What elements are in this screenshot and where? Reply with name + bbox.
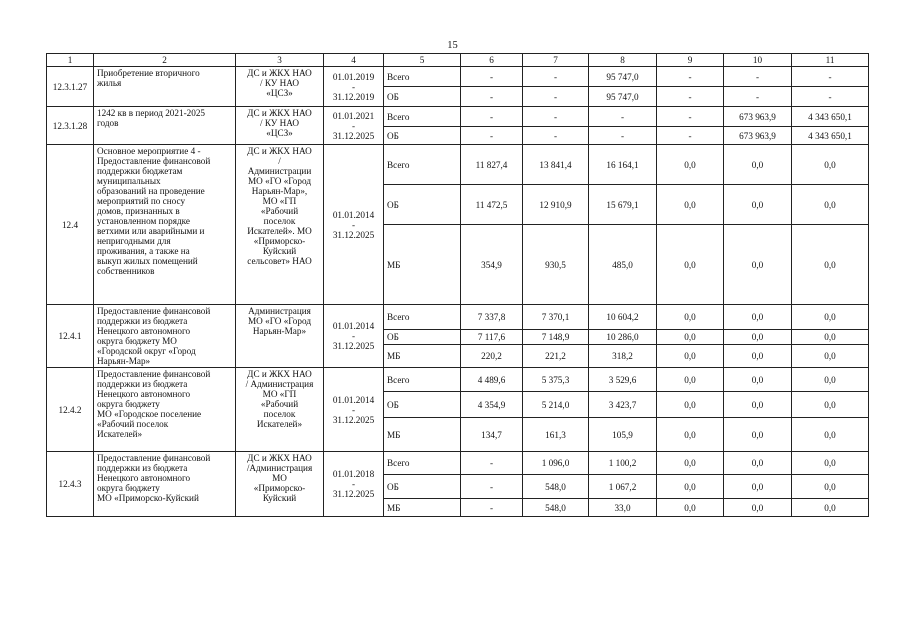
item-period xyxy=(324,145,384,305)
item-period xyxy=(324,305,384,368)
item-code: 12.4 xyxy=(47,145,94,305)
amount-cell: - xyxy=(724,67,792,87)
table-row xyxy=(47,452,869,475)
cell-text-line: 01.01.2019 xyxy=(332,71,375,82)
amount-cell: 7 117,6 xyxy=(461,330,523,345)
amount-cell: 0,0 xyxy=(724,345,792,368)
cell-text-line: Администрация xyxy=(248,306,311,316)
item-name xyxy=(94,368,236,452)
amount-cell: 0,0 xyxy=(724,185,792,225)
amount-cell: 0,0 xyxy=(657,305,724,330)
amount-cell: 548,0 xyxy=(523,499,589,517)
amount-cell: 3 529,6 xyxy=(589,368,657,392)
cell-text-line: жилья xyxy=(97,78,122,88)
funding-source: ОБ xyxy=(384,87,461,107)
amount-cell: - xyxy=(523,107,589,127)
amount-cell: - xyxy=(461,87,523,107)
amount-cell: 0,0 xyxy=(657,185,724,225)
cell-text-line: Предоставление финансовой xyxy=(97,453,211,463)
item-name xyxy=(94,452,236,517)
cell-text-line: 31.12.2019 xyxy=(332,91,375,102)
cell-text-line: ДС и ЖКХ НАО xyxy=(247,453,312,463)
amount-cell: 0,0 xyxy=(724,305,792,330)
funding-source: ОБ xyxy=(384,475,461,499)
item-executor xyxy=(236,305,324,368)
cell-text-line: Ненецкого автономного xyxy=(97,389,191,399)
amount-cell: - xyxy=(461,452,523,475)
amount-cell: 0,0 xyxy=(657,225,724,305)
cell-text-line: ветхими или аварийными и xyxy=(97,226,205,236)
cell-text-line: Приобретение вторичного xyxy=(97,68,200,78)
amount-cell: 0,0 xyxy=(792,345,869,368)
cell-text-line: 31.12.2025 xyxy=(332,341,375,351)
amount-cell: - xyxy=(461,499,523,517)
cell-text-line: ДС и ЖКХ НАО xyxy=(247,68,312,78)
funding-source: Всего xyxy=(384,305,461,330)
amount-cell: - xyxy=(724,87,792,107)
amount-cell: 0,0 xyxy=(724,418,792,452)
funding-source: ОБ xyxy=(384,127,461,145)
cell-text-line: /Администрация xyxy=(246,463,313,473)
column-header: 3 xyxy=(236,54,324,67)
item-code: 12.4.2 xyxy=(47,368,94,452)
cell-text-line: 01.01.2014 xyxy=(332,321,375,331)
item-executor xyxy=(236,107,324,145)
column-number-row xyxy=(47,54,869,67)
amount-cell: 33,0 xyxy=(589,499,657,517)
item-period xyxy=(324,67,384,107)
funding-source: Всего xyxy=(384,67,461,87)
cell-text-line: - xyxy=(351,81,356,92)
column-header: 11 xyxy=(792,54,869,67)
column-header: 7 xyxy=(523,54,589,67)
amount-cell: - xyxy=(461,107,523,127)
amount-cell: 0,0 xyxy=(724,499,792,517)
amount-cell: - xyxy=(792,67,869,87)
amount-cell: 0,0 xyxy=(792,225,869,305)
item-name xyxy=(94,305,236,368)
item-period xyxy=(324,368,384,452)
cell-text-line: собственников xyxy=(97,266,155,276)
amount-cell: 13 841,4 xyxy=(523,145,589,185)
amount-cell: 11 472,5 xyxy=(461,185,523,225)
cell-text-line: - xyxy=(351,120,356,131)
table-row xyxy=(47,305,869,330)
amount-cell: 105,9 xyxy=(589,418,657,452)
cell-text-line: «Рабочий xyxy=(260,206,299,216)
amount-cell: - xyxy=(461,127,523,145)
funding-source: МБ xyxy=(384,345,461,368)
amount-cell: - xyxy=(461,475,523,499)
amount-cell: - xyxy=(461,67,523,87)
item-code: 12.4.1 xyxy=(47,305,94,368)
item-period xyxy=(324,452,384,517)
cell-text-line: поддержки из бюджета xyxy=(97,463,188,473)
item-period xyxy=(324,107,384,145)
cell-text-line: 01.01.2014 xyxy=(332,209,375,220)
amount-cell: - xyxy=(523,67,589,87)
column-header: 6 xyxy=(461,54,523,67)
cell-text-line: поддержки из бюджета xyxy=(97,379,188,389)
table-body xyxy=(47,67,869,517)
amount-cell: 95 747,0 xyxy=(589,87,657,107)
cell-text-line: ДС и ЖКХ НАО xyxy=(247,146,312,156)
amount-cell: 5 375,3 xyxy=(523,368,589,392)
amount-cell: 7 370,1 xyxy=(523,305,589,330)
cell-text-line: образований на проведение xyxy=(97,186,205,196)
amount-cell: 4 343 650,1 xyxy=(792,107,869,127)
cell-text-line: «ЦСЗ» xyxy=(266,128,293,138)
amount-cell: 0,0 xyxy=(792,475,869,499)
column-header: 4 xyxy=(324,54,384,67)
amount-cell: 0,0 xyxy=(792,305,869,330)
amount-cell: 673 963,9 xyxy=(724,127,792,145)
cell-text-line: 31.12.2025 xyxy=(332,229,375,240)
amount-cell: 4 354,9 xyxy=(461,392,523,418)
cell-text-line: / xyxy=(278,156,281,166)
amount-cell: - xyxy=(589,127,657,145)
funding-source: Всего xyxy=(384,145,461,185)
cell-text-line: / Администрация xyxy=(245,379,314,389)
funding-source: Всего xyxy=(384,452,461,475)
cell-text-line: - xyxy=(351,219,356,230)
amount-cell: 0,0 xyxy=(792,330,869,345)
cell-text-line: Предоставление финансовой xyxy=(97,306,211,316)
cell-text-line: ДС и ЖКХ НАО xyxy=(247,369,312,379)
cell-text-line: МО «ГП xyxy=(262,389,297,399)
cell-text-line: выкуп жилых помещений xyxy=(97,256,198,266)
cell-text-line: непригодными для xyxy=(97,236,171,246)
amount-cell: 10 604,2 xyxy=(589,305,657,330)
amount-cell: 548,0 xyxy=(523,475,589,499)
item-name xyxy=(94,67,236,107)
cell-text-line: ДС и ЖКХ НАО xyxy=(247,108,312,118)
cell-text-line: МО «ГО «Город xyxy=(248,316,311,326)
amount-cell: 7 337,8 xyxy=(461,305,523,330)
funding-source: Всего xyxy=(384,368,461,392)
amount-cell: 1 096,0 xyxy=(523,452,589,475)
cell-text-line: округа бюджету МО xyxy=(97,336,177,346)
amount-cell: - xyxy=(657,67,724,87)
amount-cell: - xyxy=(657,87,724,107)
amount-cell: 7 148,9 xyxy=(523,330,589,345)
cell-text-line: / КУ НАО xyxy=(259,118,300,128)
item-code: 12.3.1.27 xyxy=(47,67,94,107)
cell-text-line: Искателей». МО xyxy=(247,226,312,236)
amount-cell: 95 747,0 xyxy=(589,67,657,87)
amount-cell: 0,0 xyxy=(724,225,792,305)
column-header: 1 xyxy=(47,54,94,67)
funding-source: МБ xyxy=(384,418,461,452)
cell-text-line: Куйский xyxy=(262,493,297,503)
cell-text-line: поселок xyxy=(263,216,296,226)
amount-cell: 0,0 xyxy=(792,499,869,517)
cell-text-line: Искателей» xyxy=(97,429,143,439)
cell-text-line: 01.01.2018 xyxy=(332,469,375,479)
cell-text-line: 1242 кв в период 2021-2025 xyxy=(97,108,206,118)
funding-source: ОБ xyxy=(384,330,461,345)
cell-text-line: округа бюджету xyxy=(97,483,160,493)
column-header: 2 xyxy=(94,54,236,67)
amount-cell: 354,9 xyxy=(461,225,523,305)
column-header: 8 xyxy=(589,54,657,67)
amount-cell: 0,0 xyxy=(792,418,869,452)
cell-text-line: - xyxy=(351,404,356,415)
amount-cell: 0,0 xyxy=(724,368,792,392)
amount-cell: 0,0 xyxy=(792,145,869,185)
amount-cell: 12 910,9 xyxy=(523,185,589,225)
amount-cell: - xyxy=(589,107,657,127)
cell-text-line: Основное мероприятие 4 - xyxy=(97,146,201,156)
cell-text-line: Администрации xyxy=(247,166,312,176)
amount-cell: - xyxy=(523,87,589,107)
cell-text-line: «Рабочий поселок xyxy=(97,419,169,429)
item-executor xyxy=(236,67,324,107)
item-executor xyxy=(236,368,324,452)
cell-text-line: «Городской округ «Город xyxy=(97,346,196,356)
cell-text-line: МО «ГП xyxy=(262,196,297,206)
cell-text-line: поддержки бюджетам xyxy=(97,166,183,176)
amount-cell: 0,0 xyxy=(657,368,724,392)
table-row xyxy=(47,145,869,185)
amount-cell: - xyxy=(657,127,724,145)
cell-text-line: Куйский xyxy=(262,246,297,256)
amount-cell: 3 423,7 xyxy=(589,392,657,418)
cell-text-line: «Приморско- xyxy=(253,483,306,493)
cell-text-line: поддержки из бюджета xyxy=(97,316,188,326)
amount-cell: 221,2 xyxy=(523,345,589,368)
cell-text-line: поселок xyxy=(263,409,296,419)
cell-text-line: - xyxy=(351,479,356,489)
cell-text-line: «ЦСЗ» xyxy=(266,88,293,98)
amount-cell: - xyxy=(792,87,869,107)
item-code: 12.4.3 xyxy=(47,452,94,517)
amount-cell: 134,7 xyxy=(461,418,523,452)
amount-cell: - xyxy=(657,107,724,127)
cell-text-line: округа бюджету xyxy=(97,399,160,409)
cell-text-line: годов xyxy=(97,118,119,128)
item-code: 12.3.1.28 xyxy=(47,107,94,145)
amount-cell: 16 164,1 xyxy=(589,145,657,185)
budget-table xyxy=(46,53,869,517)
amount-cell: 0,0 xyxy=(657,475,724,499)
cell-text-line: Нарьян-Мар», xyxy=(251,186,308,196)
item-executor xyxy=(236,145,324,305)
cell-text-line: проживания, а также на xyxy=(97,246,190,256)
amount-cell: 0,0 xyxy=(724,475,792,499)
amount-cell: 0,0 xyxy=(724,452,792,475)
cell-text-line: «Приморско- xyxy=(253,236,306,246)
amount-cell: 0,0 xyxy=(792,368,869,392)
amount-cell: 0,0 xyxy=(657,392,724,418)
amount-cell: 10 286,0 xyxy=(589,330,657,345)
amount-cell: 11 827,4 xyxy=(461,145,523,185)
table-row xyxy=(47,368,869,392)
cell-text-line: установленном порядке xyxy=(97,216,190,226)
cell-text-line: 31.12.2025 xyxy=(332,130,375,141)
column-header: 10 xyxy=(724,54,792,67)
cell-text-line: сельсовет» НАО xyxy=(247,256,312,266)
cell-text-line: Нарьян-Мар» xyxy=(97,356,151,366)
amount-cell: 161,3 xyxy=(523,418,589,452)
cell-text-line: 31.12.2025 xyxy=(332,489,375,499)
amount-cell: 0,0 xyxy=(724,145,792,185)
cell-text-line: МО xyxy=(272,473,287,483)
cell-text-line: мероприятий по сносу xyxy=(97,196,186,206)
cell-text-line: МО «ГО «Город xyxy=(248,176,311,186)
page-number: 15 xyxy=(447,40,458,51)
amount-cell: 0,0 xyxy=(657,345,724,368)
table-row xyxy=(47,107,869,127)
cell-text-line: Ненецкого автономного xyxy=(97,473,191,483)
item-name xyxy=(94,107,236,145)
amount-cell: 0,0 xyxy=(724,392,792,418)
amount-cell: 0,0 xyxy=(792,392,869,418)
amount-cell: 0,0 xyxy=(792,185,869,225)
amount-cell: 220,2 xyxy=(461,345,523,368)
item-executor xyxy=(236,452,324,517)
amount-cell: 930,5 xyxy=(523,225,589,305)
funding-source: Всего xyxy=(384,107,461,127)
cell-text-line: 01.01.2021 xyxy=(332,110,375,121)
cell-text-line: Предоставление финансовой xyxy=(97,156,211,166)
cell-text-line: / КУ НАО xyxy=(259,78,300,88)
funding-source: МБ xyxy=(384,499,461,517)
cell-text-line: МО «Городское поселение xyxy=(97,409,202,419)
amount-cell: 5 214,0 xyxy=(523,392,589,418)
amount-cell: - xyxy=(523,127,589,145)
cell-text-line: Ненецкого автономного xyxy=(97,326,191,336)
amount-cell: 0,0 xyxy=(657,499,724,517)
column-header: 9 xyxy=(657,54,724,67)
table-row xyxy=(47,67,869,87)
cell-text-line: домов, признанных в xyxy=(97,206,180,216)
cell-text-line: Нарьян-Мар» xyxy=(252,326,307,336)
item-name xyxy=(94,145,236,305)
cell-text-line: «Рабочий xyxy=(260,399,299,409)
amount-cell: 318,2 xyxy=(589,345,657,368)
amount-cell: 0,0 xyxy=(657,330,724,345)
amount-cell: 0,0 xyxy=(657,452,724,475)
column-header: 5 xyxy=(384,54,461,67)
funding-source: ОБ xyxy=(384,392,461,418)
cell-text-line: МО «Приморско-Куйский xyxy=(97,493,199,503)
amount-cell: 673 963,9 xyxy=(724,107,792,127)
funding-source: ОБ xyxy=(384,185,461,225)
amount-cell: 1 067,2 xyxy=(589,475,657,499)
amount-cell: 485,0 xyxy=(589,225,657,305)
amount-cell: 0,0 xyxy=(792,452,869,475)
amount-cell: 4 343 650,1 xyxy=(792,127,869,145)
cell-text-line: - xyxy=(351,331,356,341)
amount-cell: 0,0 xyxy=(657,418,724,452)
amount-cell: 15 679,1 xyxy=(589,185,657,225)
cell-text-line: муниципальных xyxy=(97,176,161,186)
cell-text-line: 31.12.2025 xyxy=(332,414,375,425)
amount-cell: 1 100,2 xyxy=(589,452,657,475)
cell-text-line: Предоставление финансовой xyxy=(97,369,211,379)
amount-cell: 0,0 xyxy=(657,145,724,185)
funding-source: МБ xyxy=(384,225,461,305)
cell-text-line: Искателей» xyxy=(256,419,303,429)
cell-text-line: 01.01.2014 xyxy=(332,394,375,405)
amount-cell: 0,0 xyxy=(724,330,792,345)
amount-cell: 4 489,6 xyxy=(461,368,523,392)
